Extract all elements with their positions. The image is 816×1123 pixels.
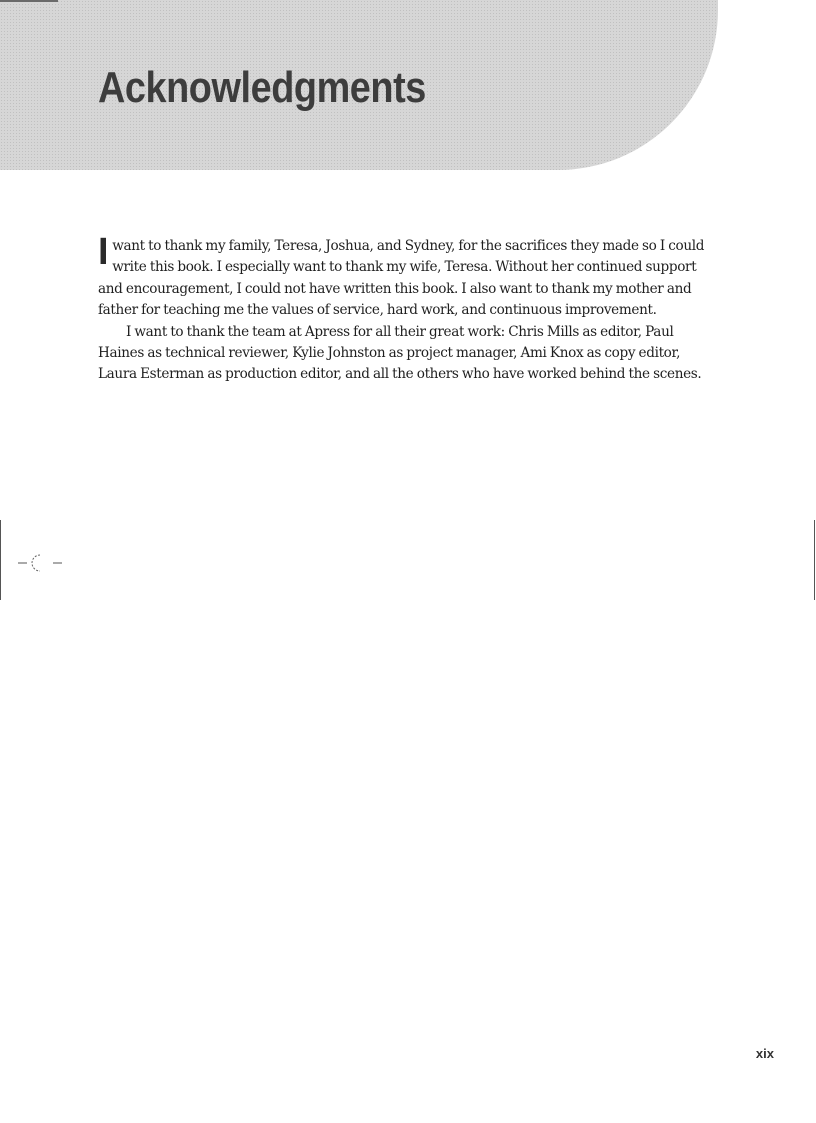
chapter-title: Acknowledgments bbox=[98, 63, 426, 112]
paragraph-2: I want to thank the team at Apress for all their great work: Chris Mills as editor, Paul Haines as technical reviewer, Kylie Johnston as project manager, Ami Knox as copy editor, Laura Esterman as production editor, and all the others who have worked behind the scenes. bbox=[98, 323, 702, 383]
crop-mark-right bbox=[814, 520, 815, 600]
registration-mark-icon bbox=[18, 550, 62, 576]
body-text bbox=[98, 231, 718, 386]
paragraph-1 bbox=[98, 231, 718, 322]
crop-mark-left bbox=[0, 520, 1, 600]
page-number: xix bbox=[755, 1046, 774, 1061]
drop-cap: I bbox=[98, 231, 109, 273]
paragraph-1-text: want to thank my family, Teresa, Joshua, and Sydney, for the sacrifices they made so I could write this book. I especially want to thank my wife, Teresa. Without her continued support and encouragement, I could not have written this book. I also want to thank my mother and father for teaching me the values of service, hard work, and continuous improvement. bbox=[98, 238, 705, 319]
top-rule bbox=[0, 0, 58, 2]
